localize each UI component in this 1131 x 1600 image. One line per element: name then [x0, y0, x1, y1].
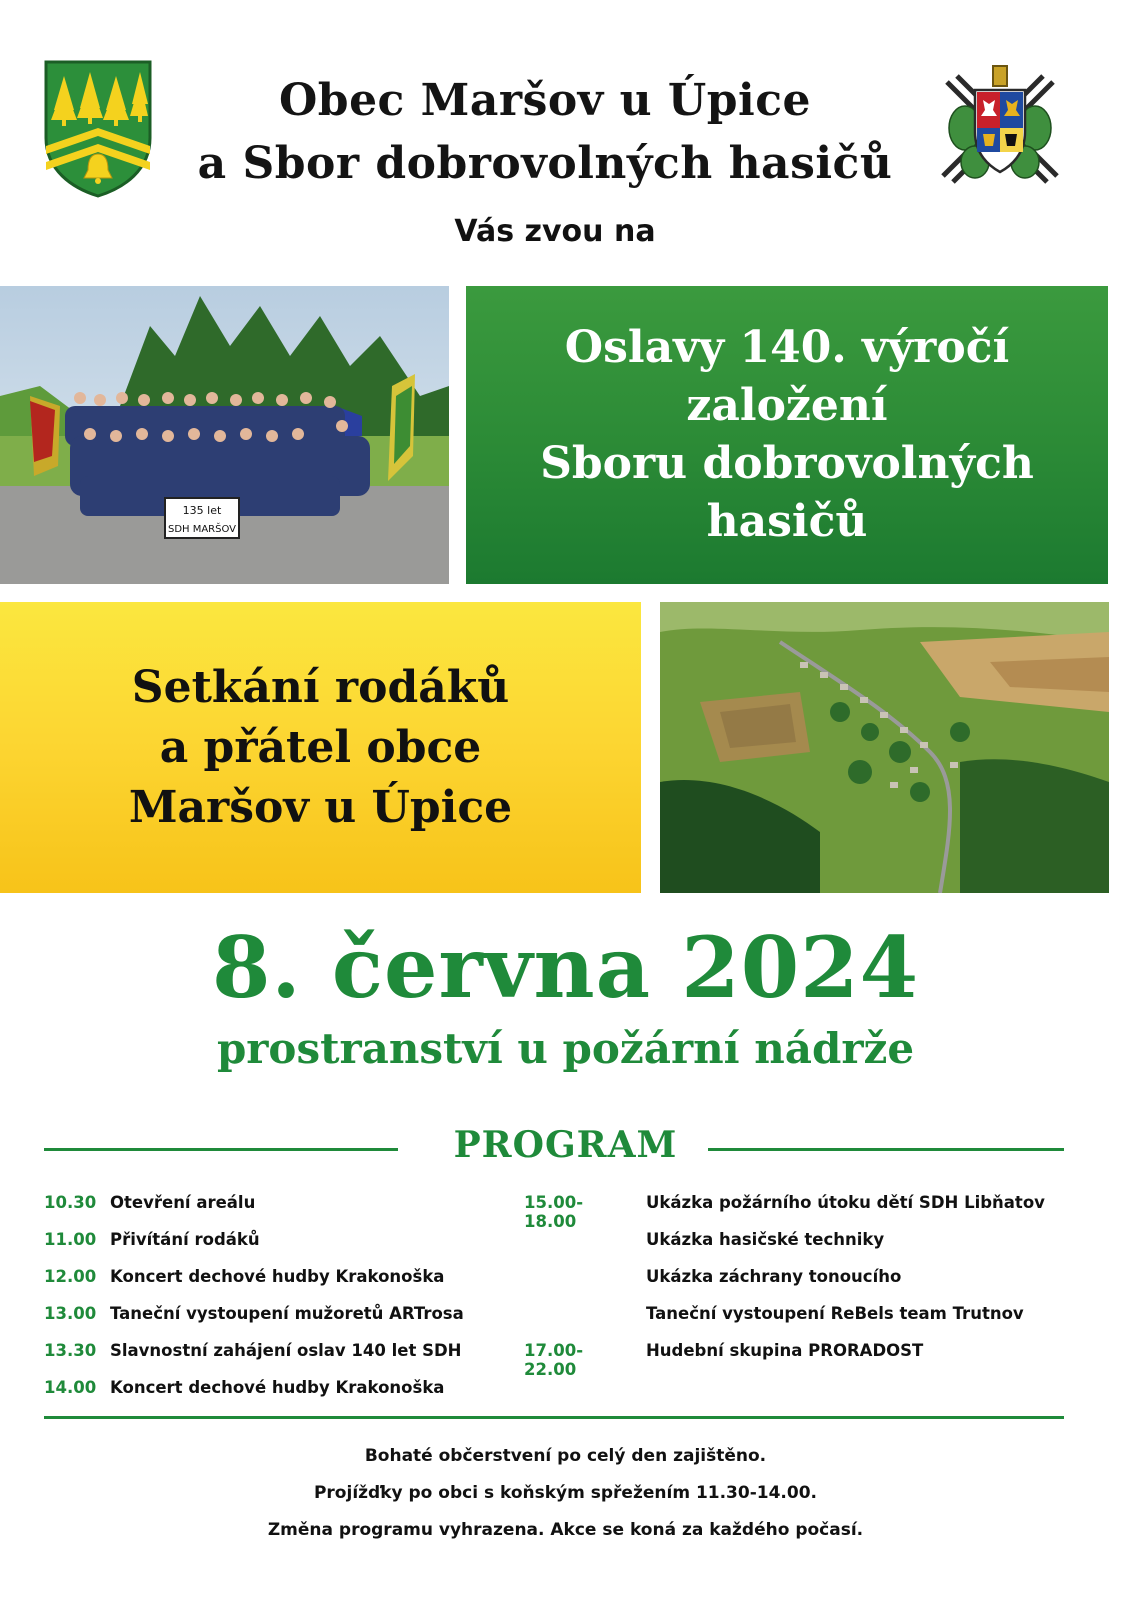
title-line-1: Obec Maršov u Úpice — [278, 75, 812, 126]
program-time: 11.00 — [44, 1230, 97, 1249]
program-time: 13.30 — [44, 1341, 97, 1360]
program-time: 12.00 — [44, 1267, 97, 1286]
program-text: Taneční vystoupení ReBels team Trutnov — [646, 1304, 1024, 1323]
footer-program-change: Změna programu vyhrazena. Akce se koná za každého počasí. — [267, 1520, 864, 1540]
invite-text: Vás zvou na — [454, 214, 656, 249]
program-text: Ukázka hasičské techniky — [646, 1230, 885, 1249]
reunion-line-1: Setkání rodáků — [131, 661, 510, 713]
program-text: Otevření areálu — [110, 1193, 256, 1212]
program-time: 15.00-18.00 — [524, 1193, 584, 1231]
aerial-village-photo — [660, 602, 1109, 893]
footer-refreshments: Bohaté občerstvení po celý den zajištěno. — [364, 1446, 767, 1466]
program-rule-right — [708, 1148, 1064, 1151]
program-text: Hudební skupina PRORADOST — [646, 1341, 924, 1360]
program-time: 10.30 — [44, 1193, 97, 1212]
program-text: Ukázka požárního útoku dětí SDH Libňatov — [646, 1193, 1045, 1212]
firefighters-emblem-icon — [935, 62, 1065, 192]
anniversary-line-4: hasičů — [706, 496, 868, 547]
event-date: 8. června 2024 — [211, 918, 920, 1017]
program-title: PROGRAM — [453, 1124, 678, 1166]
program-time: 13.00 — [44, 1304, 97, 1323]
program-text: Koncert dechové hudby Krakonoška — [110, 1267, 445, 1286]
program-rule-left — [44, 1148, 398, 1151]
program-bottom-rule — [44, 1416, 1064, 1419]
reunion-line-3: Maršov u Úpice — [128, 781, 513, 833]
anniversary-box — [466, 286, 1108, 584]
event-place: prostranství u požární nádrže — [216, 1024, 915, 1073]
municipal-coat-of-arms-icon — [42, 58, 154, 198]
firefighters-group-photo — [0, 286, 449, 584]
program-time: 14.00 — [44, 1378, 97, 1397]
reunion-line-2: a přátel obce — [159, 721, 482, 773]
program-text: Koncert dechové hudby Krakonoška — [110, 1378, 445, 1397]
anniversary-line-2: založení — [686, 380, 888, 431]
program-text: Ukázka záchrany tonoucího — [646, 1267, 902, 1286]
program-time: 17.00-22.00 — [524, 1341, 584, 1379]
sign-line-1: 135 let — [182, 504, 222, 517]
program-text: Taneční vystoupení mužoretů ARTrosa — [110, 1304, 464, 1323]
anniversary-line-3: Sboru dobrovolných — [540, 438, 1034, 489]
title-line-2: a Sbor dobrovolných hasičů — [197, 138, 893, 189]
reunion-box — [0, 602, 641, 893]
anniversary-line-1: Oslavy 140. výročí — [564, 322, 1010, 373]
footer-carriage-rides: Projížďky po obci s koňským spřežením 11.30-14.00. — [313, 1483, 818, 1503]
program-text: Přivítání rodáků — [110, 1230, 260, 1249]
program-text: Slavnostní zahájení oslav 140 let SDH — [110, 1341, 462, 1360]
sign-line-2: SDH MARŠOV — [167, 524, 237, 535]
